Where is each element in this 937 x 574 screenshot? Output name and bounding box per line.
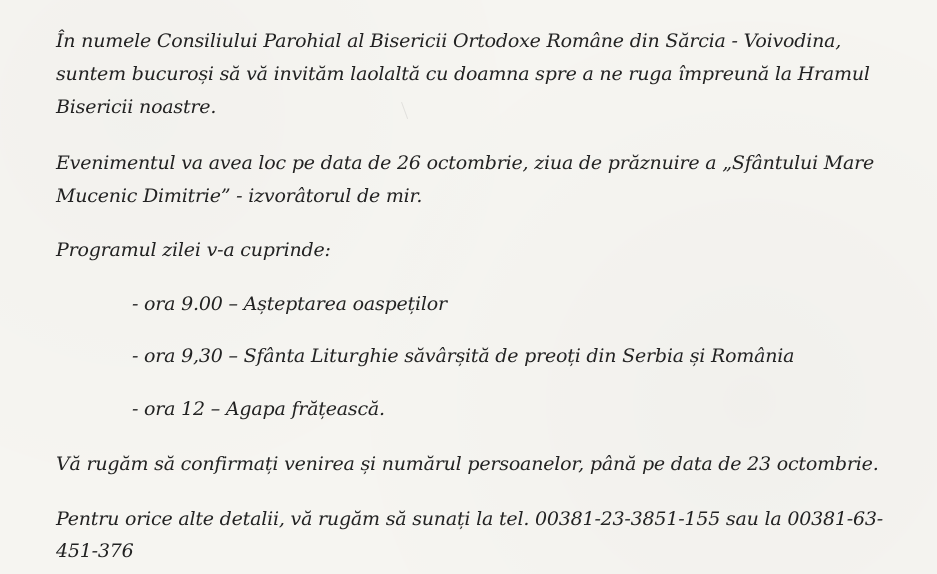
contact-line-2: 451-376: [56, 540, 134, 562]
program-item-2: - ora 9,30 – Sfânta Liturghie săvârșită de preoți din Serbia și România: [132, 345, 795, 367]
confirmation-text: Vă rugăm să confirmați venirea și numărul persoanelor, până pe data de 23 octombrie.: [56, 453, 879, 475]
program-intro: Programul zilei v-a cuprinde:: [56, 239, 331, 261]
program-item-1: - ora 9.00 – Așteptarea oaspeților: [132, 293, 447, 315]
paragraph-1-line-2: suntem bucuroși să vă invităm laolaltă cu doamna spre a ne ruga împreună la Hramul: [56, 63, 870, 85]
paragraph-2-line-1: Evenimentul va avea loc pe data de 26 octombrie, ziua de prăznuire a „Sfântului Mare: [56, 152, 875, 174]
paper-mark: [401, 101, 411, 119]
contact-line-1: Pentru orice alte detalii, vă rugăm să sunați la tel. 00381-23-3851-155 sau la 00381-63-: [56, 508, 883, 530]
paragraph-1-line-1: În numele Consiliului Parohial al Bisericii Ortodoxe Române din Sărcia - Voivodina,: [56, 30, 842, 52]
paragraph-1-line-3: Bisericii noastre.: [56, 96, 217, 118]
program-item-3: - ora 12 – Agapa frățească.: [132, 398, 385, 420]
paragraph-2-line-2: Mucenic Dimitrie” - izvorâtorul de mir.: [56, 185, 423, 207]
